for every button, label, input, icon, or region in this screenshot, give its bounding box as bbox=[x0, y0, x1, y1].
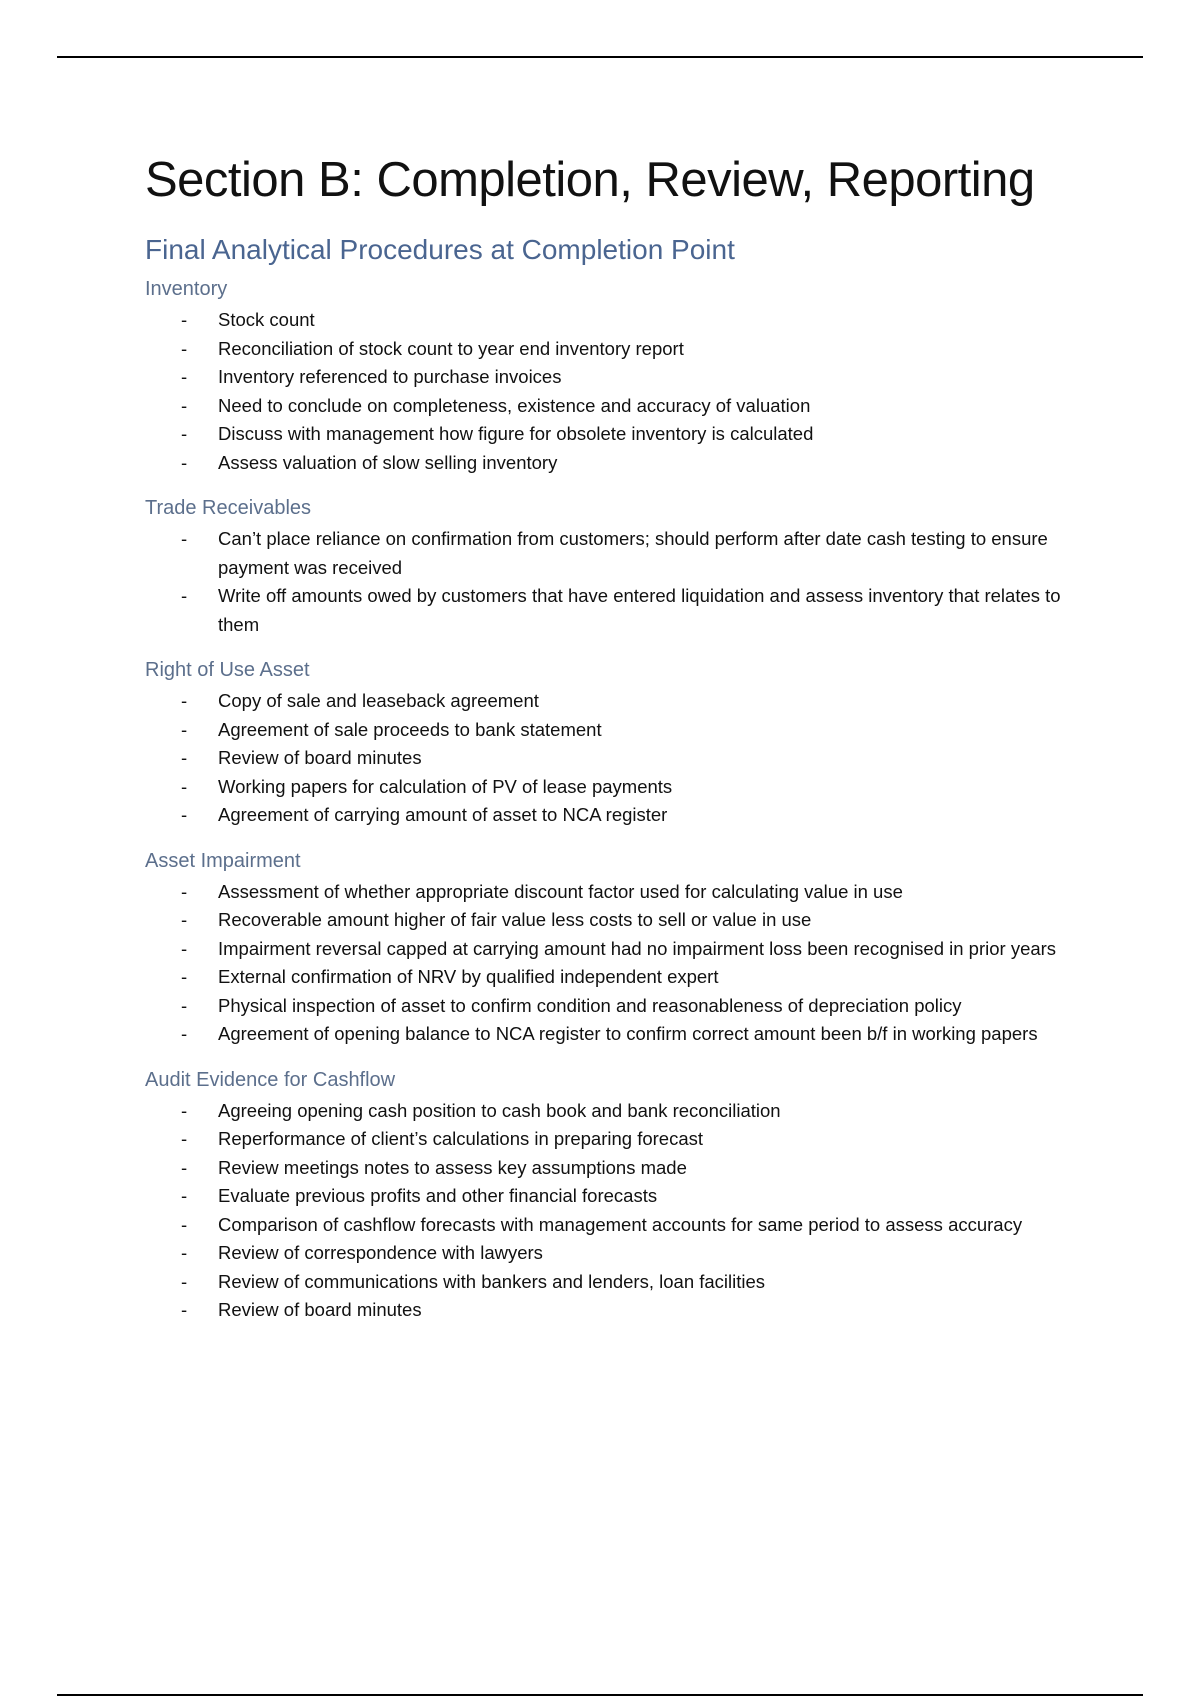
list-item-text: Agreement of opening balance to NCA register to confirm correct amount been b/f in working papers bbox=[218, 1023, 1038, 1044]
list-item-text: Review of board minutes bbox=[218, 1299, 422, 1320]
list-item-text: Assessment of whether appropriate discount factor used for calculating value in use bbox=[218, 880, 903, 902]
dash-bullet: - bbox=[181, 690, 188, 711]
list-item bbox=[145, 1239, 1075, 1268]
list-item bbox=[145, 935, 1075, 964]
section-audit-evidence-cashflow bbox=[145, 1067, 1075, 1325]
dash-bullet: - bbox=[181, 804, 188, 825]
list-item-text: Stock count bbox=[218, 309, 315, 330]
dash-bullet: - bbox=[181, 528, 188, 549]
list-item-text: Review meetings notes to assess key assumptions made bbox=[218, 1156, 687, 1178]
bullet-list bbox=[145, 1097, 1075, 1325]
dash-bullet: - bbox=[181, 775, 188, 797]
list-item bbox=[145, 306, 1075, 335]
dash-bullet: - bbox=[181, 1128, 188, 1149]
list-item bbox=[145, 1125, 1075, 1154]
list-item bbox=[145, 906, 1075, 935]
list-item bbox=[145, 716, 1075, 745]
list-item-text: Evaluate previous profits and other financial forecasts bbox=[218, 1185, 658, 1206]
dash-bullet: - bbox=[181, 1185, 188, 1206]
list-item-text: Recoverable amount higher of fair value less costs to sell or value in use bbox=[218, 909, 812, 930]
dash-bullet: - bbox=[181, 366, 188, 387]
list-item bbox=[145, 449, 1075, 478]
list-item-text: Working papers for calculation of PV of lease payments bbox=[218, 775, 673, 797]
list-item-text: Need to conclude on completeness, existence and accuracy of valuation bbox=[218, 394, 811, 416]
list-item-text: Physical inspection of asset to confirm condition and reasonableness of depreciation policy bbox=[218, 994, 962, 1016]
dash-bullet: - bbox=[181, 718, 188, 740]
section-heading: Asset Impairment bbox=[145, 849, 301, 872]
list-item bbox=[145, 363, 1075, 392]
list-item-text: Discuss with management how figure for obsolete inventory is calculated bbox=[218, 423, 814, 444]
document-body bbox=[145, 148, 1075, 1325]
list-item-text: External confirmation of NRV by qualified independent expert bbox=[218, 966, 719, 987]
list-item-text: Review of board minutes bbox=[218, 747, 422, 768]
section-heading: Audit Evidence for Cashflow bbox=[145, 1068, 396, 1091]
dash-bullet: - bbox=[181, 1299, 188, 1320]
dash-bullet: - bbox=[181, 1156, 188, 1178]
dash-bullet: - bbox=[181, 1270, 188, 1292]
section-heading: Trade Receivables bbox=[145, 497, 312, 519]
list-item-text: Agreeing opening cash position to cash book and bank reconciliation bbox=[218, 1099, 781, 1121]
list-item bbox=[145, 1182, 1075, 1211]
list-item bbox=[145, 1268, 1075, 1297]
list-item bbox=[145, 392, 1075, 421]
list-item-text: Reconciliation of stock count to year end inventory report bbox=[218, 337, 684, 359]
list-item-text: Assess valuation of slow selling inventory bbox=[218, 451, 558, 473]
page-title: Section B: Completion, Review, Reporting bbox=[145, 153, 1035, 207]
dash-bullet: - bbox=[181, 966, 188, 987]
list-item bbox=[145, 420, 1075, 449]
section-asset-impairment bbox=[145, 848, 1075, 1049]
dash-bullet: - bbox=[181, 1242, 188, 1263]
section-heading: Inventory bbox=[145, 278, 228, 300]
bullet-list bbox=[145, 306, 1075, 477]
list-item-text: Can’t place reliance on confirmation from customers; should perform after date cash testing to ensure payment was received bbox=[218, 528, 1048, 578]
section-heading: Right of Use Asset bbox=[145, 659, 310, 681]
list-item-text: Impairment reversal capped at carrying amount had no impairment loss been recognised in prior years bbox=[218, 937, 1057, 959]
dash-bullet: - bbox=[181, 1213, 188, 1235]
list-item-text: Agreement of sale proceeds to bank statement bbox=[218, 718, 602, 740]
list-item-text: Review of communications with bankers and lenders, loan facilities bbox=[218, 1270, 766, 1292]
list-item bbox=[145, 1154, 1075, 1183]
list-item-text: Reperformance of client’s calculations in preparing forecast bbox=[218, 1128, 704, 1149]
dash-bullet: - bbox=[181, 994, 188, 1016]
section-right-of-use-asset bbox=[145, 657, 1075, 830]
dash-bullet: - bbox=[181, 451, 188, 473]
page-subtitle: Final Analytical Procedures at Completion Point bbox=[145, 234, 735, 265]
list-item bbox=[145, 801, 1075, 830]
list-item bbox=[145, 744, 1075, 773]
list-item bbox=[145, 335, 1075, 364]
list-item-text: Inventory referenced to purchase invoices bbox=[218, 366, 562, 387]
list-item bbox=[145, 773, 1075, 802]
header-rule bbox=[57, 56, 1143, 58]
dash-bullet: - bbox=[181, 394, 188, 416]
list-item bbox=[145, 963, 1075, 992]
dash-bullet: - bbox=[181, 585, 188, 606]
list-item bbox=[145, 582, 1075, 639]
list-item bbox=[145, 1020, 1075, 1049]
bullet-list bbox=[145, 687, 1075, 830]
dash-bullet: - bbox=[181, 337, 188, 359]
bullet-list bbox=[145, 878, 1075, 1049]
list-item-text: Review of correspondence with lawyers bbox=[218, 1242, 543, 1263]
list-item bbox=[145, 525, 1075, 582]
list-item-text: Agreement of carrying amount of asset to NCA register bbox=[218, 804, 668, 825]
section-trade-receivables bbox=[145, 495, 1075, 639]
dash-bullet: - bbox=[181, 909, 188, 930]
list-item bbox=[145, 878, 1075, 907]
dash-bullet: - bbox=[181, 423, 188, 444]
list-item bbox=[145, 687, 1075, 716]
list-item bbox=[145, 1296, 1075, 1325]
dash-bullet: - bbox=[181, 309, 188, 330]
dash-bullet: - bbox=[181, 747, 188, 768]
dash-bullet: - bbox=[181, 880, 188, 902]
section-inventory bbox=[145, 276, 1075, 477]
footer-rule bbox=[57, 1694, 1143, 1696]
list-item bbox=[145, 1211, 1075, 1240]
dash-bullet: - bbox=[181, 1099, 188, 1121]
list-item-text: Write off amounts owed by customers that have entered liquidation and assess inventory that relates to them bbox=[218, 585, 1061, 635]
dash-bullet: - bbox=[181, 1023, 188, 1044]
list-item bbox=[145, 992, 1075, 1021]
dash-bullet: - bbox=[181, 937, 188, 959]
bullet-list bbox=[145, 525, 1075, 639]
list-item-text: Copy of sale and leaseback agreement bbox=[218, 690, 539, 711]
list-item-text: Comparison of cashflow forecasts with management accounts for same period to assess accuracy bbox=[218, 1213, 1023, 1235]
list-item bbox=[145, 1097, 1075, 1126]
